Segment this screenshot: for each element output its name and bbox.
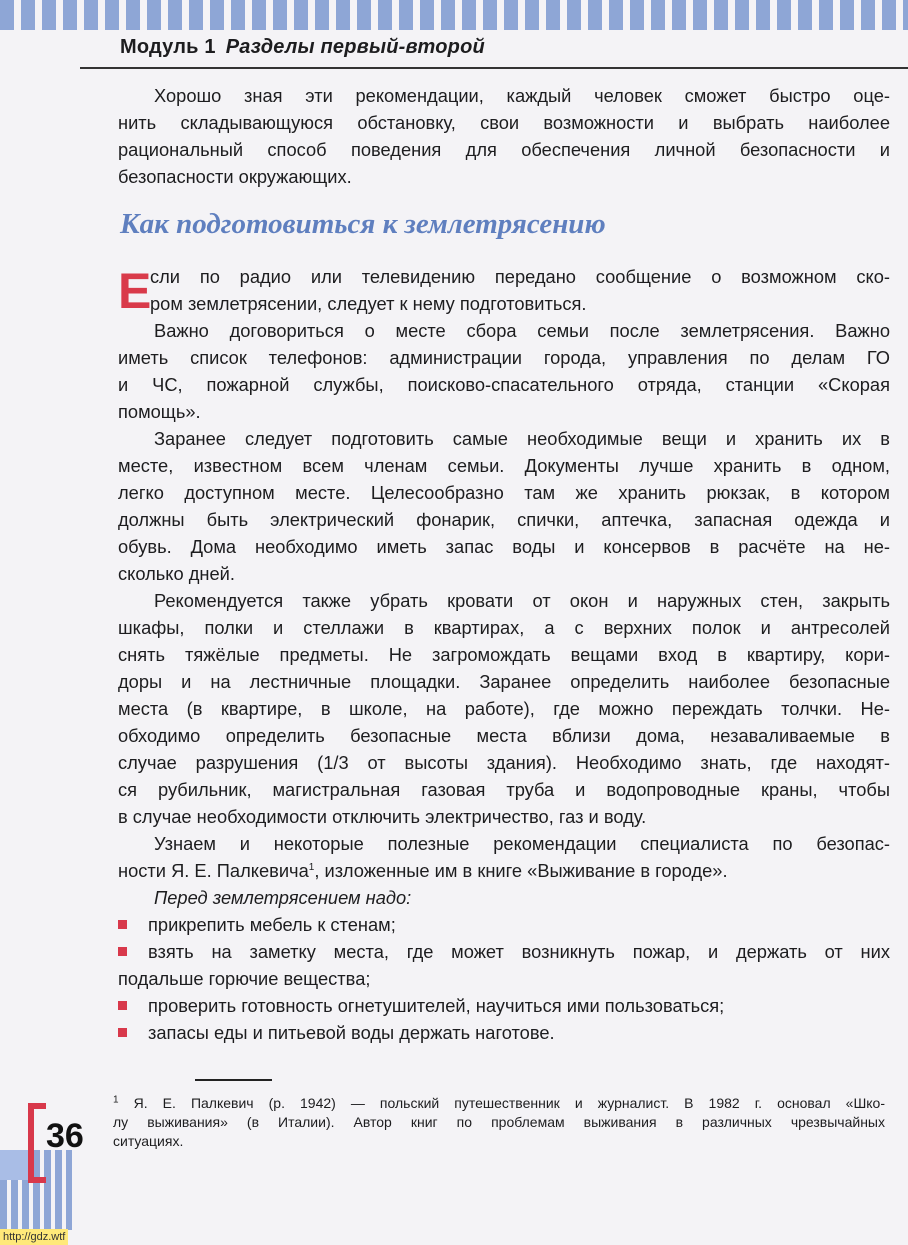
footnote-mark: 1: [113, 1094, 119, 1106]
text-line: Важно договориться о месте сбора семьи после землетрясения. Важно: [154, 320, 890, 341]
text-line: Хорошо зная эти рекомендации, каждый человек сможет быстро оце-: [154, 85, 890, 106]
section-label: Разделы первый-второй: [225, 36, 485, 58]
text-line: ситуациях.: [113, 1133, 184, 1149]
text-line: Узнаем и некоторые полезные рекомендации специалиста по безопас-: [154, 833, 890, 854]
list-item: [118, 911, 890, 938]
footnote-text: Я. Е. Палкевич (р. 1942) — польский путешественник и журналист. В 1982 г. основал «Шко-: [133, 1095, 886, 1111]
list-item-text: проверить готовность огнетушителей, научиться ими пользоваться;: [148, 995, 725, 1016]
text-line: ся рубильник, магистральная газовая труба и водопроводные краны, чтобы: [118, 779, 890, 800]
watermark-url[interactable]: http://gdz.wtf: [0, 1229, 68, 1245]
text-line: обувь. Дома необходимо иметь запас воды и консервов в расчёте на не-: [118, 536, 890, 557]
decorative-stripes-top: [0, 0, 908, 30]
text-line: [113, 1094, 885, 1113]
text-line: сли по радио или телевидению передано сообщение о возможном ско-: [150, 266, 890, 287]
list-item-text: взять на заметку места, где может возникнуть пожар, и держать от них: [148, 941, 890, 962]
list-item: [118, 992, 890, 1019]
text-line: Рекомендуется также убрать кровати от окон и наружных стен, закрыть: [154, 590, 890, 611]
text-line: сколько дней.: [118, 563, 235, 584]
text-line: безопасности окружающих.: [118, 166, 352, 187]
text-line: обходимо определить безопасные места вблизи дома, незаваливаемые в: [118, 725, 890, 746]
list-item-text: запасы еды и питьевой воды держать наготове.: [148, 1022, 555, 1043]
text-line: иметь список телефонов: администрации города, управления по делам ГО: [118, 347, 890, 368]
body-text: [118, 263, 890, 1046]
text-line: снять тяжёлые предметы. Не загромождать вещами вход в квартиру, кори-: [118, 644, 890, 665]
footnote-ref[interactable]: 1: [308, 861, 315, 873]
text-line: случае разрушения (1/3 от высоты здания). Необходимо знать, где находят-: [118, 752, 890, 773]
text-line: ром землетрясении, следует к нему подготовиться.: [150, 293, 587, 314]
footnote: [113, 1094, 885, 1151]
bullet-icon: [118, 947, 127, 956]
text-line: легко доступном месте. Целесообразно там же хранить рюкзак, в котором: [118, 482, 890, 503]
text-line: ности Я. Е. Палкевича$^1$, изложенные им в книге «Выживание в городе».: [118, 860, 728, 881]
header-rule: [80, 67, 908, 69]
text-line: рациональный способ поведения для обеспечения личной безопасности и: [118, 139, 890, 160]
text-line: должны быть электрический фонарик, спички, аптечка, запасная одежда и: [118, 509, 890, 530]
list-item: [118, 1019, 890, 1046]
bullet-icon: [118, 920, 127, 929]
module-label: Модуль 1: [120, 36, 216, 58]
text-line: шкафы, полки и стеллажи в квартирах, а с верхних полок и антресолей: [118, 617, 890, 638]
section-heading: Как подготовиться к землетрясению: [120, 208, 606, 240]
running-header: [120, 36, 485, 59]
list-intro: Перед землетрясением надо:: [154, 887, 412, 908]
list-item: [118, 938, 890, 965]
footnote-rule: [195, 1079, 272, 1081]
text-line: доры и на лестничные площадки. Заранее определить наиболее безопасные: [118, 671, 890, 692]
intro-paragraph: [118, 82, 890, 190]
text-line: месте, известном всем членам семьи. Документы лучше хранить в одном,: [118, 455, 890, 476]
text-line: места (в квартире, в школе, на работе), где можно переждать толчки. Не-: [118, 698, 890, 719]
list-item-text: подальше горючие вещества;: [118, 968, 371, 989]
text-line: лу выживания» (в Италии). Автор книг по проблемам выживания в различных чрезвычайных: [113, 1114, 885, 1130]
text-line: помощь».: [118, 401, 201, 422]
text-fragment: изложенные им в книге «Выживание в городе».: [319, 860, 728, 881]
bullet-icon: [118, 1001, 127, 1010]
bullet-icon: [118, 1028, 127, 1037]
list-item-text: прикрепить мебель к стенам;: [148, 914, 396, 935]
drop-cap: Е: [118, 263, 152, 319]
text-line: Заранее следует подготовить самые необходимые вещи и хранить их в: [154, 428, 890, 449]
page-number: 36: [46, 1117, 84, 1155]
page-number-bracket: [28, 1103, 46, 1183]
text-line: и ЧС, пожарной службы, поисково-спасательного отряда, станции «Скорая: [118, 374, 890, 395]
text-line: нить складывающуюся обстановку, свои возможности и выбрать наиболее: [118, 112, 890, 133]
text-line: в случае необходимости отключить электричество, газ и воду.: [118, 806, 647, 827]
author-name: ности Я. Е. Палкевича: [118, 860, 309, 881]
